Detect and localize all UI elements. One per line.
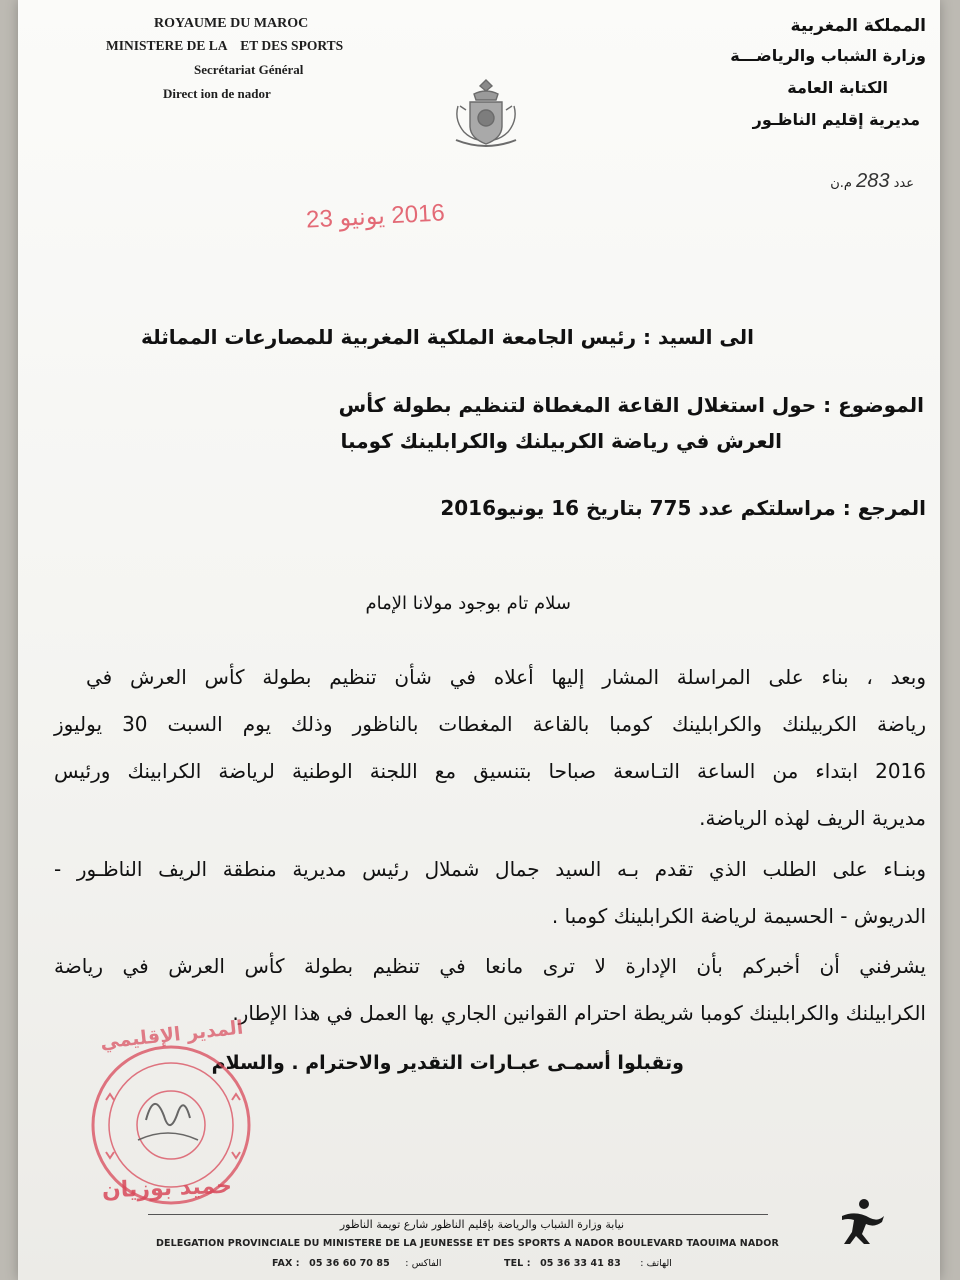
reference-suffix: م.ن — [830, 176, 852, 191]
body-p3-line-1: يشرفني أن أخبركم بأن الإدارة لا ترى مانعا في تنظيم بطولة كأس العرش في رياضة — [54, 954, 926, 978]
tel-label-ar: : الهاتف — [640, 1258, 672, 1269]
recipient-line: الى السيد : رئيس الجامعة الملكية المغربية للمصارعات المماثلة — [140, 325, 754, 349]
ministry-logo-icon — [836, 1198, 888, 1244]
header-fr-direction: Direct ion de nador — [163, 86, 271, 101]
tel-label: TEL : — [504, 1258, 531, 1269]
signature-title: المدير الإقليمي — [99, 1016, 245, 1054]
body-p1-line-2: رياضة الكربيلنك والكرابلينك كومبا بالقاعة المغطات بالناظور وذلك يوم السبت 30 يوليوز — [54, 712, 927, 736]
coat-of-arms-icon — [450, 76, 522, 152]
body-p3-line-2: الكرابيلنك والكرابلينك كومبا شريطة احترام القوانين الجاري بها العمل في هذا الإطار. — [232, 1001, 926, 1025]
header-ar-ministry: وزارة الشباب والرياضـــة — [730, 46, 926, 65]
reference-line: المرجع : مراسلتكم عدد 775 بتاريخ 16 يونيو2016 — [440, 496, 926, 520]
body-p1-line-1: وبعد ، بناء على المراسلة المشار إليها أعلاه في شأن تنظيم بطولة كأس العرش في — [86, 665, 926, 689]
fax-number: 05 36 60 70 85 — [309, 1258, 390, 1269]
subject-line-2: العرش في رياضة الكربيلنك والكرابلينك كومبا — [340, 429, 782, 453]
fax-label: FAX : — [272, 1258, 300, 1269]
footer-address-ar: نيابة وزارة الشباب والرياضة بإقليم الناظور شارع تويمة الناظور — [339, 1218, 625, 1231]
tel-number: 05 36 33 41 83 — [540, 1258, 621, 1269]
fax-label-ar: : الفاكس — [405, 1258, 442, 1269]
reference-label: عدد — [893, 176, 914, 191]
body-p2-line-2: الدريوش - الحسيمة لرياضة الكرابلينك كومبا . — [551, 904, 926, 928]
footer-divider — [148, 1214, 768, 1215]
header-ar-kingdom: المملكة المغربية — [790, 16, 926, 36]
reference-number — [830, 170, 914, 193]
header-ar-direction: مديرية إقليم الناظـور — [752, 110, 920, 129]
signature-name: حميد بوزيان — [101, 1173, 233, 1204]
header-fr-ministry: MINISTERE DE LA ET DES SPORTS — [106, 38, 344, 53]
body-p2-line-1: وبنـاء على الطلب الذي تقدم بـه السيد جمال شملال رئيس مديرية منطقة الريف الناظـور - — [54, 857, 926, 881]
footer-fax — [272, 1258, 442, 1269]
footer-tel — [504, 1258, 672, 1269]
greeting: سلام تام بوجود مولانا الإمام — [365, 593, 571, 614]
footer-address-fr: DELEGATION PROVINCIALE DU MINISTERE DE LA JEUNESSE ET DES SPORTS A NADOR BOULEVARD TAOUIMA NADOR — [156, 1238, 779, 1249]
body-p1-line-4: مديرية الريف لهذه الرياضة. — [699, 806, 926, 830]
closing-line: وتقبلوا أسمـى عبـارات التقدير والاحترام . والسلام — [211, 1052, 684, 1074]
reference-number-value: 283 — [856, 170, 890, 192]
header-fr-secretariat: Secrétariat Général — [194, 62, 304, 77]
subject-line-1: الموضوع : حول استغلال القاعة المغطاة لتنظيم بطولة كأس — [338, 393, 924, 417]
header-fr-kingdom: ROYAUME DU MAROC — [154, 16, 309, 31]
body-p1-line-3: 2016 ابتداء من الساعة التـاسعة صباحا بتنسيق مع اللجنة الوطنية لرياضة الكرابينك ورئيس — [54, 759, 926, 783]
date-stamp: 2016 يونيو 23 — [305, 199, 446, 234]
document-page — [18, 0, 940, 1280]
header-ar-secretariat: الكتابة العامة — [787, 78, 888, 97]
